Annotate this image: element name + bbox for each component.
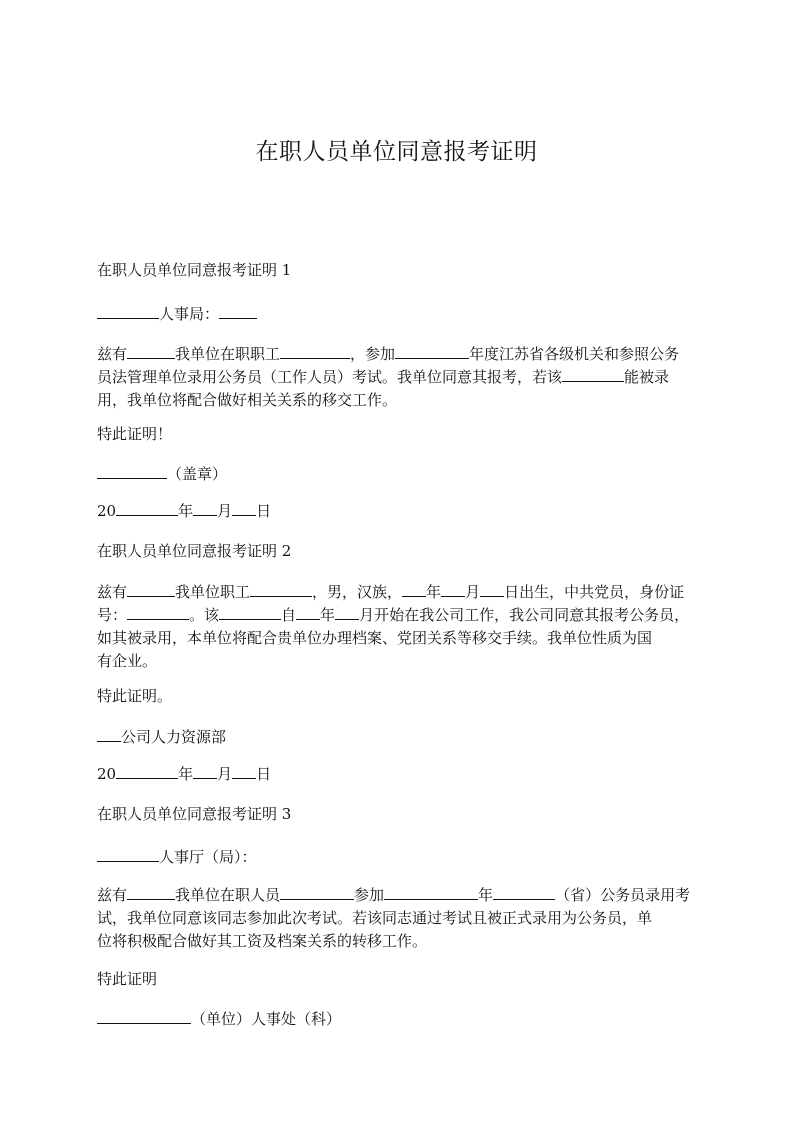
text: 年度江苏省各级机关和参照公务 <box>469 345 680 363</box>
addressee-text: 人事厅（局）： <box>159 848 257 866</box>
text: ，参加 <box>350 345 396 363</box>
text: 我单位在职人员 <box>175 886 281 904</box>
text: 我单位在职职工 <box>175 345 281 363</box>
blank-field <box>116 500 178 516</box>
text: （省）公务员录用考 <box>555 886 691 904</box>
body-line <box>97 343 697 366</box>
body-line <box>97 366 697 389</box>
text: 日出生，中共党员，身份证 <box>504 583 685 601</box>
date-prefix: 20 <box>97 765 117 783</box>
blank-field <box>219 604 281 620</box>
day-label: 日 <box>256 765 272 783</box>
section-2-dept <box>97 726 697 749</box>
seal-text: （盖章） <box>167 465 228 483</box>
section-1-body <box>97 343 697 412</box>
dept-text: 公司人力资源部 <box>121 728 227 746</box>
body-line: 用，我单位将配合做好相关关系的移交工作。 <box>97 391 398 409</box>
text: 年 <box>478 886 494 904</box>
section-2-heading: 在职人员单位同意报考证明 2 <box>97 542 292 560</box>
section-2-date <box>97 763 697 786</box>
text: 自 <box>281 606 297 624</box>
text: ，男，汉族， <box>312 583 403 601</box>
section-1-closing: 特此证明！ <box>97 425 173 443</box>
section-2-closing: 特此证明。 <box>97 687 173 705</box>
text: 年 <box>320 606 336 624</box>
section-1-addressee <box>97 303 697 326</box>
body-line: 试，我单位同意该同志参加此次考试。若该同志通过考试且被正式录用为公务员，单 <box>97 909 653 927</box>
body-line: 有企业。 <box>97 652 158 670</box>
blank-field <box>97 726 121 742</box>
blank-field <box>193 500 217 516</box>
document-title: 在职人员单位同意报考证明 <box>255 139 538 165</box>
blank-field <box>402 581 426 597</box>
section-3-body <box>97 884 697 953</box>
month-label: 月 <box>217 502 233 520</box>
section-3-unit <box>97 1008 697 1031</box>
blank-field <box>480 581 504 597</box>
text: 能被录 <box>624 368 670 386</box>
blank-field <box>97 846 159 862</box>
blank-field <box>97 463 167 479</box>
blank-field <box>127 884 175 900</box>
text: 兹有 <box>97 345 128 363</box>
body-line: 如其被录用，本单位将配合贵单位办理档案、党团关系等移交手续。我单位性质为国 <box>97 629 653 647</box>
text: 号： <box>97 606 128 624</box>
body-line: 位将积极配合做好其工资及档案关系的转移工作。 <box>97 932 428 950</box>
blank-field <box>97 1008 191 1024</box>
blank-field <box>116 763 178 779</box>
blank-field <box>280 343 350 359</box>
addressee-text: 人事局： <box>159 305 220 323</box>
text: 。该 <box>189 606 220 624</box>
text: 月 <box>465 583 481 601</box>
section-3-addressee <box>97 846 697 869</box>
blank-field <box>219 303 257 319</box>
text: 年 <box>426 583 442 601</box>
blank-field <box>395 343 469 359</box>
unit-text: （单位）人事处（科） <box>191 1010 342 1028</box>
section-1-heading: 在职人员单位同意报考证明 1 <box>97 261 292 279</box>
body-line <box>97 604 697 627</box>
body-line <box>97 884 697 907</box>
blank-field <box>250 581 312 597</box>
blank-field <box>127 343 175 359</box>
text: 员法管理单位录用公务员（工作人员）考试。我单位同意其报考，若该 <box>97 368 563 386</box>
blank-field <box>127 604 189 620</box>
section-3-heading: 在职人员单位同意报考证明 3 <box>97 805 292 823</box>
text: 兹有 <box>97 583 128 601</box>
blank-field <box>97 303 159 319</box>
blank-field <box>127 581 175 597</box>
year-label: 年 <box>178 765 194 783</box>
text: 参加 <box>354 886 385 904</box>
blank-field <box>335 604 359 620</box>
blank-field <box>232 763 256 779</box>
section-1-seal <box>97 463 697 486</box>
date-prefix: 20 <box>97 502 117 520</box>
year-label: 年 <box>178 502 194 520</box>
blank-field <box>232 500 256 516</box>
blank-field <box>441 581 465 597</box>
blank-field <box>493 884 555 900</box>
text: 兹有 <box>97 886 128 904</box>
text: 我单位职工 <box>175 583 251 601</box>
section-1-date <box>97 500 697 523</box>
body-line <box>97 581 697 604</box>
blank-field <box>562 366 624 382</box>
blank-field <box>280 884 354 900</box>
blank-field <box>296 604 320 620</box>
section-3-closing: 特此证明 <box>97 970 158 988</box>
day-label: 日 <box>256 502 272 520</box>
blank-field <box>384 884 478 900</box>
text: 月开始在我公司工作，我公司同意其报考公务员， <box>359 606 690 624</box>
section-2-body <box>97 581 697 673</box>
month-label: 月 <box>217 765 233 783</box>
blank-field <box>193 763 217 779</box>
